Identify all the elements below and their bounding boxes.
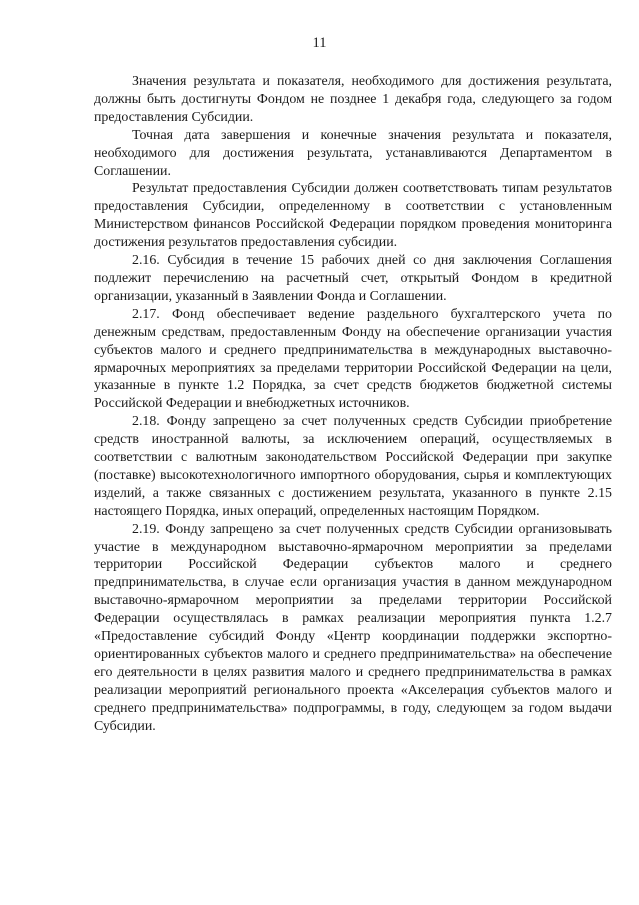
paragraph-result-types: Результат предоставления Субсидии должен соответствовать типам результатов предоставления Субсидии, определенному в соответствии с установленным Министерством финансов Российской Федерации порядком проведения мониторинга достижения результатов предоставления субсидии.	[94, 181, 612, 251]
body-text	[94, 73, 612, 736]
paragraph-result-deadline: Значения результата и показателя, необходимого для достижения результата, должны быть достигнуты Фондом не позднее 1 декабря года, следующего за годом предоставления Субсидии.	[94, 74, 612, 125]
page-number: 11	[312, 35, 327, 51]
paragraph-2-17: 2.17. Фонд обеспечивает ведение раздельного бухгалтерского учета по денежным средствам, предоставленным Фонду на обеспечение организации участия субъектов малого и среднего предпринимательства в международных выставочно-ярмарочных мероприятиях за пределами территории Российской Федерации на цели, указанные в пункте 1.2 Порядка, за счет средств бюджетов бюджетной системы Российской Федерации и внебюджетных источников.	[94, 306, 612, 412]
paragraph-2-18: 2.18. Фонду запрещено за счет полученных средств Субсидии приобретение средств иностранной валюты, за исключением операций, осуществляемых в соответствии с валютным законодательством Российской Федерации при закупке (поставке) высокотехнологичного импортного оборудования, сырья и комплектующих изделий, а также связанных с достижением результата, указанного в пункте 2.15 настоящего Порядка, иных операций, определенных настоящим Порядком.	[94, 414, 612, 519]
paragraph-2-16: 2.16. Субсидия в течение 15 рабочих дней со дня заключения Соглашения подлежит перечислению на расчетный счет, открытый Фондом в кредитной организации, указанный в Заявлении Фонда и Соглашении.	[94, 253, 612, 304]
paragraph-completion-date: Точная дата завершения и конечные значения результата и показателя, необходимого для достижения результата, устанавливаются Департаментом в Соглашении.	[94, 127, 612, 179]
paragraph-2-19: 2.19. Фонду запрещено за счет полученных средств Субсидии организовывать участие в международном выставочно-ярмарочном мероприятии за пределами территории Российской Федерации субъектов малого и среднего предпринимательства, в случае если организация участия в данном международном выставочно-ярмарочном мероприятии за пределами территории Российской Федерации осуществлялась в рамках реализации мероприятия пункта 1.2.7 «Предоставление субсидий Фонду «Центр координации поддержки экспортно-ориентированных субъектов малого и среднего предпринимательства» на обеспечение его деятельности в целях развития малого и среднего предпринимательства в рамках реализации мероприятий регионального проекта «Акселерация субъектов малого и среднего предпринимательства» подпрограммы, в году, следующем за годом выдачи Субсидии.	[94, 521, 612, 734]
